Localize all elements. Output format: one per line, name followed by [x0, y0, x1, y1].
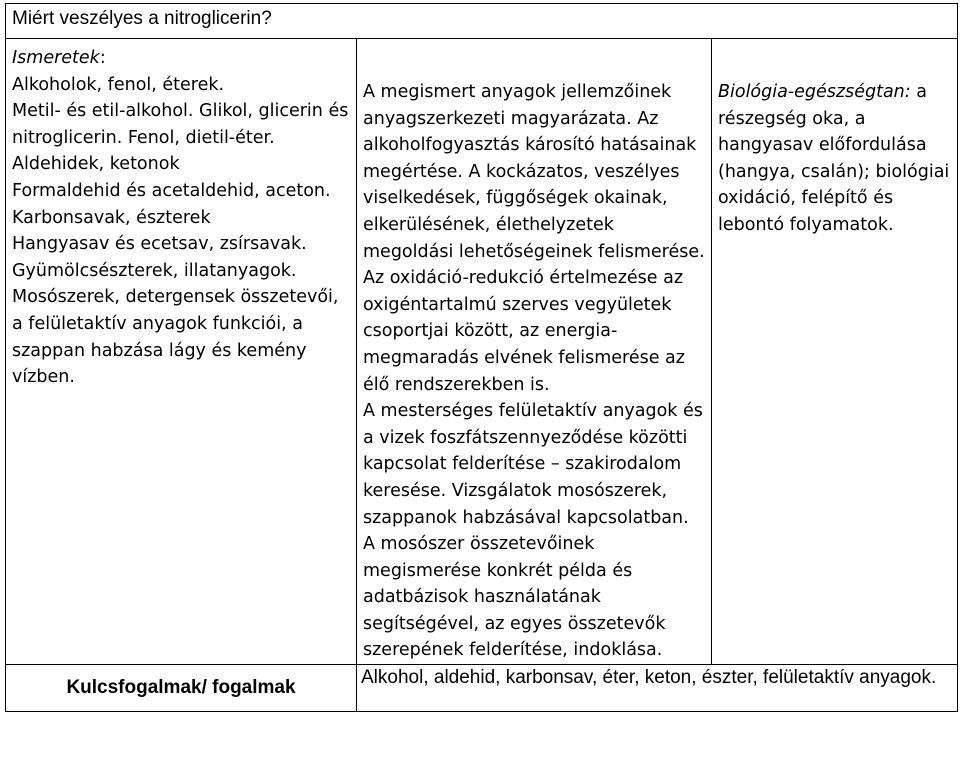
knowledge-line: Gyümölcsészterek, illatanyagok. — [12, 260, 297, 281]
development-paragraph: Az oxidáció-redukció értelmezése az oxigéntartalmú szerves vegyületek csoportjai között, az energia-megmaradás elvének felismerése az élő rendszerekben is. — [363, 268, 685, 395]
knowledge-heading — [12, 45, 350, 72]
knowledge-line: Karbonsavak, észterek — [12, 207, 211, 228]
content-row — [6, 39, 958, 665]
key-concepts-value: Alkohol, aldehid, karbonsav, éter, keton, észter, felületaktív anyagok. — [357, 665, 958, 712]
development-paragraph: A megismert anyagok jellemzőinek anyagszerkezeti magyarázata. Az alkoholfogyasztás károsító hatásainak megértése. A kockázatos, veszélyes viselkedések, függőségek okainak, elkerülésének, élethelyzetek megoldási lehetőségeinek felismerése. — [363, 82, 705, 262]
development-paragraph: A mesterséges felületaktív anyagok és a vizek foszfátszennyeződése közötti kapcsolat felderítése – szakirodalom keresése. Vizsgálatok mosószerek, szappanok habzásával kapcsolatban. A mosószer összetevőinek megismerése konkrét példa és adatbázisok használatának segítségével, az egyes összetevők szerepének felderítése, indoklása. — [363, 401, 703, 661]
title-row — [6, 4, 958, 39]
knowledge-heading-colon: : — [99, 48, 106, 68]
table-title: Miért veszélyes a nitroglicerin? — [6, 4, 958, 39]
knowledge-heading-text: Ismeretek — [12, 48, 100, 68]
knowledge-line: Hangyasav és ecetsav, zsírsavak. — [12, 234, 307, 255]
knowledge-cell — [6, 39, 357, 665]
curriculum-table — [5, 3, 958, 712]
development-cell — [357, 39, 712, 665]
crosscurricular-heading: Biológia-egészségtan: — [718, 82, 911, 102]
knowledge-line: Mosószerek, detergensek összetevői, a felületaktív anyagok funkciói, a szappan habzása lágy és kemény vízben. — [12, 287, 339, 388]
knowledge-line: Metil- és etil-alkohol. Glikol, glicerin és nitroglicerin. Fenol, dietil-éter. — [12, 101, 349, 148]
key-concepts-row — [6, 665, 958, 712]
crosscurricular-cell — [712, 39, 958, 665]
knowledge-line: Formaldehid és acetaldehid, aceton. — [12, 180, 331, 201]
crosscurricular-text: a részegség oka, a hangyasav előfordulása (hangya, csalán); biológiai oxidáció, felépítő és lebontó folyamatok. — [718, 82, 950, 235]
key-concepts-label: Kulcsfogalmak/ fogalmak — [6, 665, 357, 712]
knowledge-line: Alkoholok, fenol, éterek. — [12, 74, 225, 95]
knowledge-line: Aldehidek, ketonok — [12, 154, 180, 175]
